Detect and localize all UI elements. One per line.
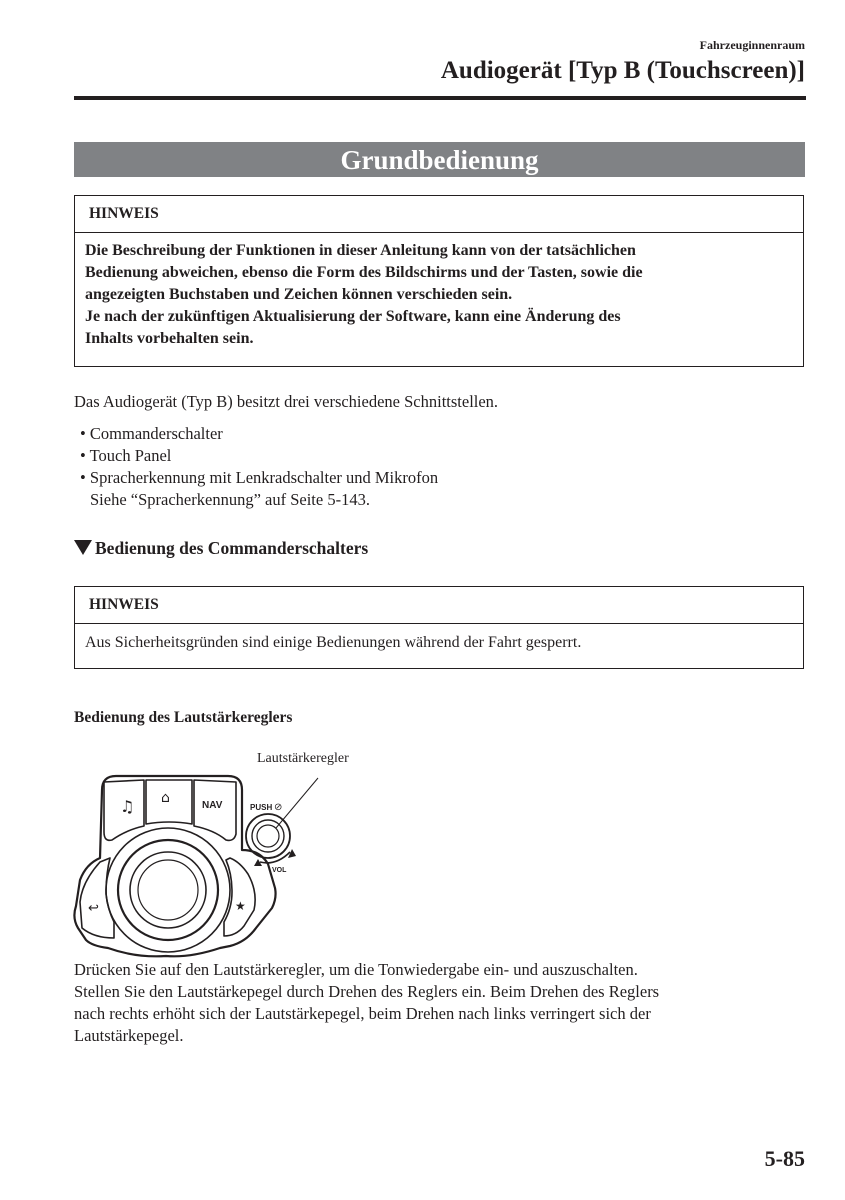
volume-knob-inner (257, 825, 279, 847)
dial-ring-inner (130, 852, 206, 928)
vol-label: VOL (272, 867, 287, 874)
dial-ring (118, 840, 218, 940)
minor-heading: Bedienung des Lautstärkereglers (74, 709, 293, 726)
page-number: 5-85 (764, 1146, 805, 1171)
dial-outer (106, 828, 230, 952)
nav-label: NAV (202, 800, 223, 811)
push-label: PUSH (250, 803, 273, 812)
list-item: • Commanderschalter (80, 424, 223, 443)
note-heading: HINWEIS (75, 196, 803, 233)
note-box-1 (74, 195, 804, 367)
note-line: Bedienung abweichen, ebenso die Form des Bildschirms und der Tasten, sowie die (85, 264, 643, 281)
interface-list (80, 423, 438, 511)
body-paragraph (74, 959, 659, 1047)
triangle-marker-icon (74, 540, 92, 555)
note-line: angezeigten Buchstaben und Zeichen können verschieden sein. (85, 286, 513, 303)
note-box-2 (74, 586, 804, 669)
list-item: • Touch Panel (80, 446, 172, 465)
section-label: Fahrzeuginnenraum (699, 38, 805, 52)
note-body (75, 233, 803, 350)
figure-callout: Lautstärkeregler (257, 751, 349, 766)
intro-paragraph: Das Audiogerät (Typ B) besitzt drei verschiedene Schnittstellen. (74, 392, 499, 411)
back-icon: ↩ (88, 901, 99, 916)
commander-switch-figure (70, 770, 390, 970)
list-item-reference: Siehe “Spracherkennung” auf Seite 5-143. (90, 490, 370, 509)
fav-key-outline (224, 858, 255, 936)
section-banner: Grundbedienung (74, 142, 805, 177)
note-body: Aus Sicherheitsgründen sind einige Bedienungen während der Fahrt gesperrt. (85, 634, 582, 651)
note-heading: HINWEIS (75, 587, 803, 624)
body-line: Lautstärkepegel. (74, 1026, 184, 1045)
dial-center (138, 860, 198, 920)
music-icon: ♫ (120, 797, 135, 816)
list-item: • Spracherkennung mit Lenkradschalter und Mikrofon (80, 468, 439, 487)
body-line: Stellen Sie den Lautstärkepegel durch Drehen des Reglers ein. Beim Drehen des Reglers (74, 982, 660, 1001)
mute-icon: ⊘ (274, 802, 283, 813)
note-line: Je nach der zukünftigen Aktualisierung der Software, kann eine Änderung des (85, 308, 621, 325)
chapter-title: Audiogerät [Typ B (Touchscreen)] (440, 57, 805, 84)
body-line: Drücken Sie auf den Lautstärkeregler, um die Tonwiedergabe ein- und auszuschalten. (74, 960, 638, 979)
subheading-text: Bedienung des Commanderschalters (95, 538, 369, 558)
header-rule (74, 96, 806, 100)
home-icon: ⌂ (161, 790, 170, 806)
note-line: Inhalts vorbehalten sein. (85, 330, 254, 347)
subheading (74, 538, 368, 559)
note-line: Die Beschreibung der Funktionen in dieser Anleitung kann von der tatsächlichen (85, 242, 636, 259)
star-icon: ★ (235, 899, 246, 913)
body-line: nach rechts erhöht sich der Lautstärkepegel, beim Drehen nach links verringert sich der (74, 1004, 651, 1023)
